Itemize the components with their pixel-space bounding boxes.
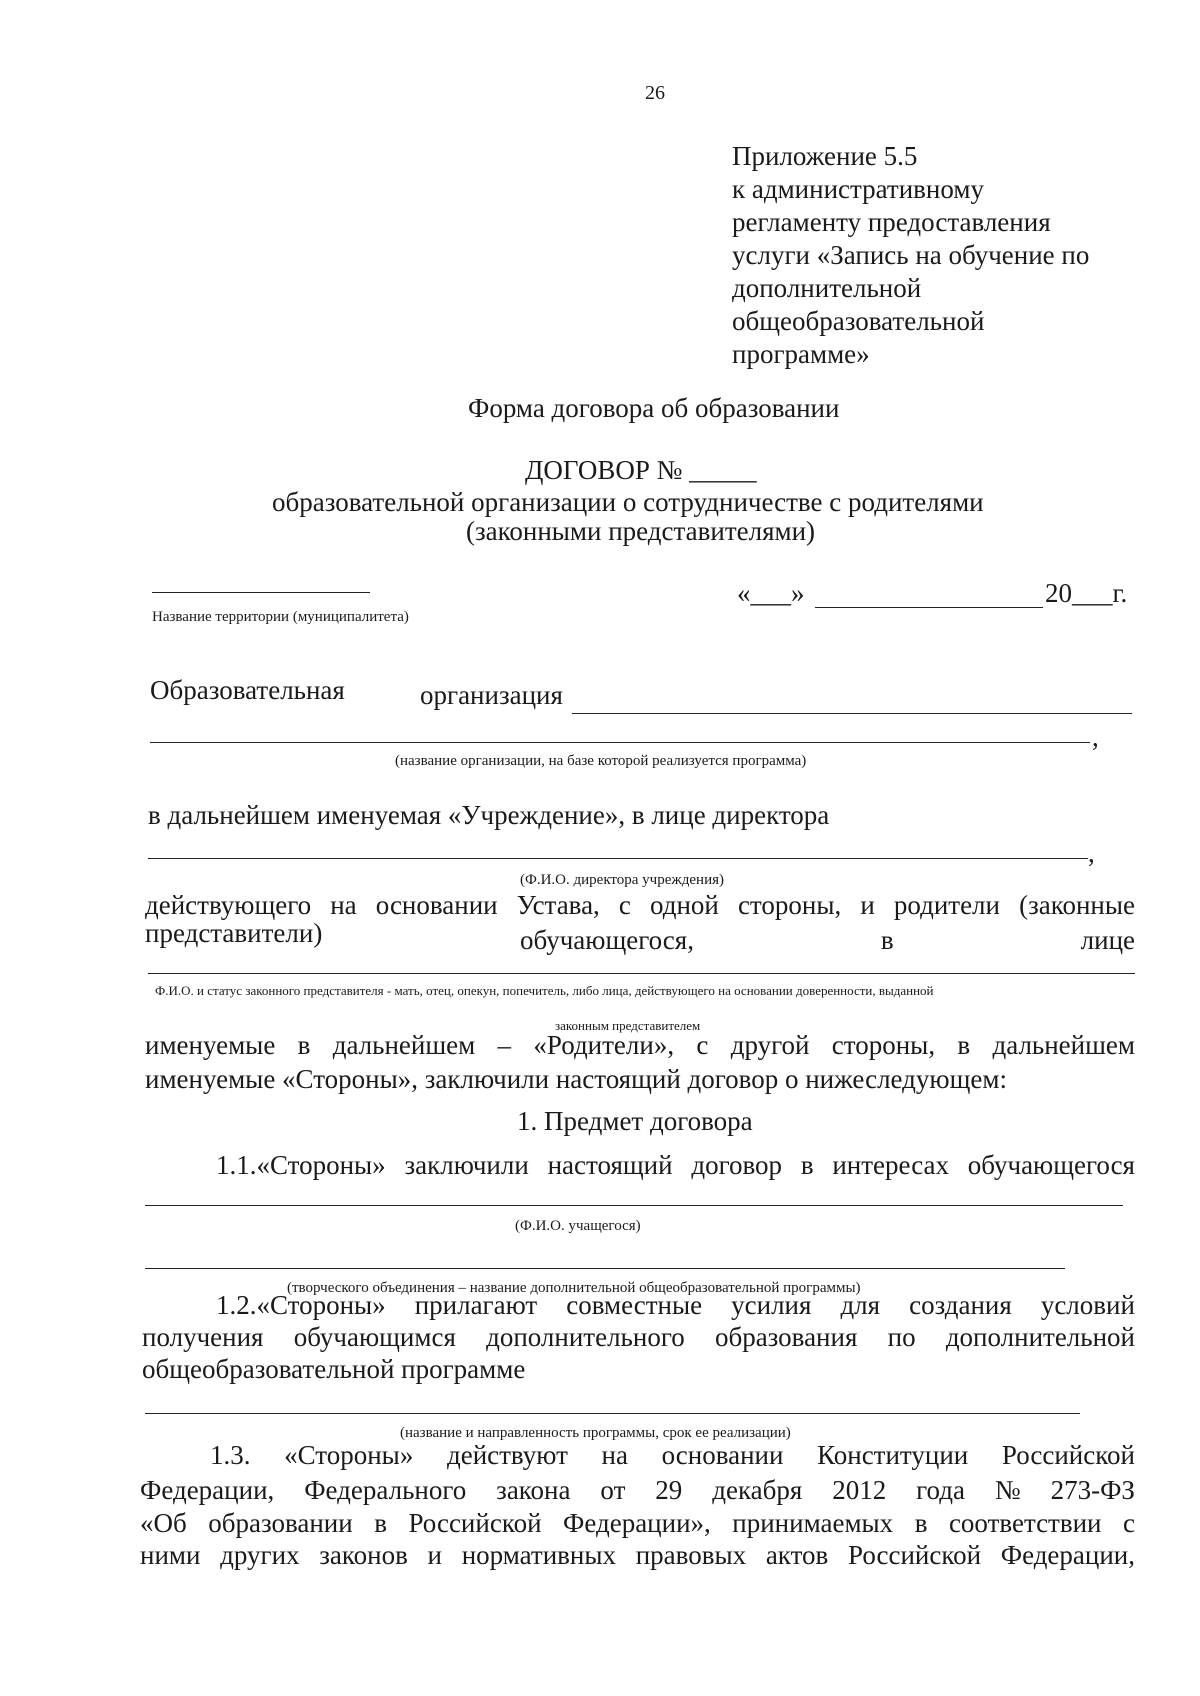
word: 29	[655, 1475, 683, 1505]
director-caption: (Ф.И.О. директора учреждения)	[520, 872, 724, 888]
word: правовых	[635, 1540, 747, 1570]
basis-line-2	[520, 925, 1135, 955]
word: совместные	[566, 1290, 703, 1320]
word: на	[330, 890, 357, 920]
form-title: Форма договора об образовании	[468, 393, 840, 423]
director-line	[148, 858, 1088, 859]
word: в	[914, 1508, 928, 1538]
word: года	[916, 1475, 965, 1505]
word: ними	[140, 1540, 201, 1570]
appendix-block	[732, 140, 1089, 371]
word: для	[840, 1290, 881, 1320]
word: по	[887, 1322, 916, 1352]
word: настоящий	[547, 1150, 673, 1180]
word: на	[601, 1440, 628, 1470]
contract-number: ДОГОВОР № _____	[525, 455, 757, 485]
word: действующего	[145, 890, 312, 920]
appendix-line: программе»	[732, 339, 870, 369]
word: обучающегося	[967, 1150, 1135, 1180]
word: Российской	[1001, 1440, 1135, 1470]
parent-caption-2: законным представителем	[555, 1018, 701, 1033]
word: дополнительной	[945, 1322, 1135, 1352]
word: Устава,	[516, 890, 600, 920]
basis-line-2-left: представители)	[145, 918, 323, 948]
word: в	[800, 1150, 814, 1180]
word: нормативных	[461, 1540, 617, 1570]
word: образования	[714, 1322, 858, 1352]
territory-caption: Название территории (муниципалитета)	[152, 609, 409, 625]
word: получения	[142, 1322, 264, 1352]
word: Федерации»,	[563, 1508, 711, 1538]
parent-caption-1: Ф.И.О. и статус законного представителя - мать, отец, опекун, попечитель, либо лица, действующего на основании доверенности, выданной	[155, 983, 934, 998]
word: №	[994, 1475, 1021, 1505]
word: усилия	[731, 1290, 812, 1320]
word: Федерации,	[140, 1475, 275, 1505]
word: прилагают	[414, 1290, 538, 1320]
clause-1-2-line-2	[142, 1322, 1135, 1352]
program-caption: (творческого объединения – название дополнительной общеобразовательной программы)	[287, 1280, 861, 1296]
word: и	[427, 1540, 442, 1570]
word: декабря	[712, 1475, 803, 1505]
org-label-1: Образовательная	[150, 675, 345, 705]
appendix-line: к административному	[732, 174, 984, 204]
word: стороны,	[831, 1030, 936, 1060]
clause-1-2-line-1	[216, 1290, 1135, 1320]
word: создания	[909, 1290, 1012, 1320]
word: законов	[319, 1540, 408, 1570]
parent-name-line	[148, 973, 1135, 974]
word: в	[297, 1030, 311, 1060]
word: в	[880, 925, 894, 955]
word: «Родители»,	[533, 1030, 675, 1060]
word: с	[696, 1030, 709, 1060]
word: от	[600, 1475, 626, 1505]
word: 2012	[832, 1475, 887, 1505]
word: стороны,	[737, 890, 842, 920]
word: в	[374, 1508, 387, 1538]
word: Российской	[847, 1540, 982, 1570]
program-direction-line	[145, 1413, 1080, 1414]
word: 273-ФЗ	[1050, 1475, 1135, 1505]
word: «Об	[140, 1508, 187, 1538]
word: Российской	[408, 1508, 542, 1538]
word: основании	[661, 1440, 784, 1470]
word: 1.1.«Стороны»	[216, 1150, 386, 1180]
word: заключили	[404, 1150, 529, 1180]
word: основании	[375, 890, 498, 920]
word: с	[1123, 1508, 1135, 1538]
org-name-line	[572, 713, 1132, 714]
date-month-line	[815, 607, 1043, 608]
word: других	[220, 1540, 300, 1570]
clause-1-2-line-3: общеобразовательной программе	[142, 1354, 526, 1384]
word: соответствии	[948, 1508, 1102, 1538]
word: (законные	[1019, 890, 1135, 920]
word: в	[957, 1030, 971, 1060]
org-comma: ,	[1092, 722, 1099, 752]
word: «Стороны»	[284, 1440, 414, 1470]
word: одной	[649, 890, 719, 920]
org-label-2: организация	[420, 680, 563, 710]
word: –	[497, 1030, 512, 1060]
director-text: в дальнейшем именуемая «Учреждение», в лице директора	[148, 800, 830, 830]
clause-1-3-line-2	[140, 1475, 1135, 1505]
clause-1-3-line-3	[140, 1508, 1135, 1538]
word: образовании	[208, 1508, 353, 1538]
territory-line	[152, 592, 370, 593]
word: дополнительного	[486, 1322, 685, 1352]
contract-subtitle: образовательной организации о сотрудничестве с родителями	[272, 487, 984, 517]
section-heading: 1. Предмет договора	[517, 1106, 753, 1136]
program-name-line	[145, 1268, 1065, 1269]
word: 1.2.«Стороны»	[216, 1290, 386, 1320]
clause-1-3-line-4	[140, 1540, 1135, 1570]
word: лице	[1080, 925, 1135, 955]
page-number: 26	[645, 82, 665, 104]
appendix-line: регламенту предоставления	[732, 207, 1051, 237]
word: Федерального	[304, 1475, 467, 1505]
word: другой	[730, 1030, 810, 1060]
word: обучающимся	[293, 1322, 456, 1352]
word: Федерации,	[1000, 1540, 1135, 1570]
word: актов	[765, 1540, 829, 1570]
word: закона	[496, 1475, 571, 1505]
word: условий	[1040, 1290, 1135, 1320]
date-day: «___»	[737, 578, 805, 608]
org-name-line-2	[150, 742, 1090, 743]
word: именуемые	[145, 1030, 276, 1060]
word: 1.3.	[210, 1440, 251, 1470]
word: договор	[691, 1150, 783, 1180]
word: дальнейшем	[332, 1030, 476, 1060]
basis-line-1	[145, 890, 1135, 920]
word: дальнейшем	[992, 1030, 1135, 1060]
director-comma: ,	[1088, 838, 1095, 868]
appendix-line: дополнительной	[732, 273, 922, 303]
appendix-line: Приложение 5.5	[732, 141, 918, 171]
contract-subtitle: (законными представителями)	[466, 516, 816, 546]
appendix-line: услуги «Запись на обучение по	[732, 240, 1090, 270]
word: и	[860, 890, 875, 920]
org-caption: (название организации, на базе которой реализуется программа)	[395, 753, 807, 769]
student-caption: (Ф.И.О. учащегося)	[515, 1218, 641, 1234]
parties-line-1	[145, 1030, 1135, 1060]
program-direction-caption: (название и направленность программы, срок ее реализации)	[400, 1425, 791, 1441]
word: с	[618, 890, 631, 920]
date-year: 20___г.	[1045, 578, 1128, 608]
clause-1-1	[216, 1150, 1135, 1180]
student-name-line	[145, 1205, 1123, 1206]
word: родители	[893, 890, 1000, 920]
word: Конституции	[817, 1440, 969, 1470]
clause-1-3-line-1	[210, 1440, 1135, 1470]
parties-line-2: именуемые «Стороны», заключили настоящий договор о нижеследующем:	[145, 1064, 1007, 1094]
word: действуют	[446, 1440, 568, 1470]
appendix-line: общеобразовательной	[732, 306, 985, 336]
word: принимаемых	[732, 1508, 894, 1538]
word: обучающегося,	[520, 925, 694, 955]
word: интересах	[832, 1150, 949, 1180]
